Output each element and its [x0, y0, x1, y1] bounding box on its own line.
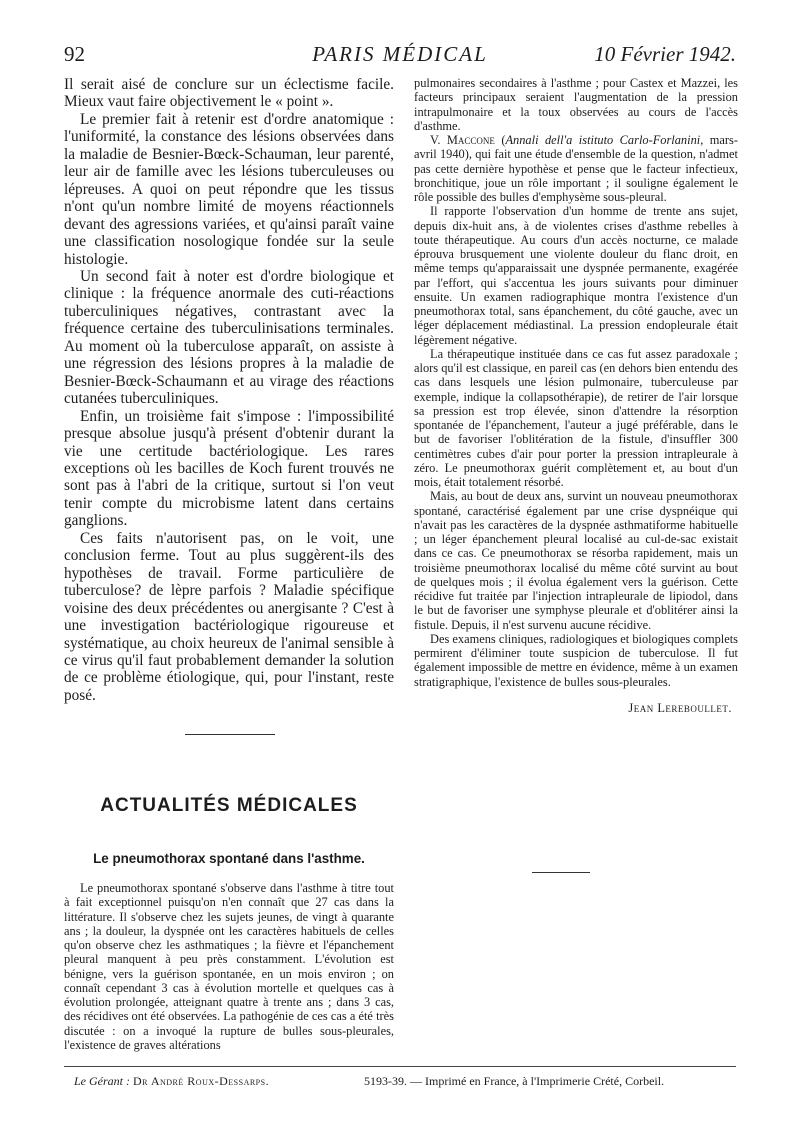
- left-paragraph-4: Enfin, un troisième fait s'impose : l'impossibilité presque absolue jusqu'à présent d'obtenir durant la vie une certitude bactériologique. Les rares exceptions où les bacilles de Koch furent trouvés ne sont pas à l'abri de la critique, surtout si l'on veut tenir compte du microbisme latent dans certains ganglions.: [64, 407, 394, 530]
- footer-gerant: [74, 1074, 269, 1089]
- right-paragraph-5: Des examens cliniques, radiologiques et biologiques complets permirent d'éliminer toute suspicion de tuberculose. Il fut également impossible de mettre en évidence, même à un examen stratigraphique, l'existence de bulles sous-pleurales.: [414, 631, 738, 689]
- actualites-section: [64, 795, 394, 1052]
- section-title: ACTUALITÉS MÉDICALES: [100, 795, 358, 816]
- right-column: [414, 76, 738, 716]
- signature: Jean Lereboullet.: [628, 700, 732, 715]
- right-paragraph-0: pulmonaires secondaires à l'asthme ; pour Castex et Mazzei, les facteurs principaux seraient l'augmentation de la pression intrapulmonaire et la toux observées au cours de l'accès d'asthme.: [414, 76, 738, 133]
- right-paragraph-2: Il rapporte l'observation d'un homme de trente ans sujet, depuis dix-huit ans, à de violentes crises d'asthme rebelles à toute thérapeutique. Au cours d'un accès nocturne, ce malade éprouva brusquement une violente douleur du flanc droit, en même temps qu'apparaissait une dyspnée permanente, exagérée par l'effort, qui s'accentua les jours suivants pour diminuer ensuite. Un examen radiographique montra l'existence d'un pneumothorax total, sans épanchement, du côté gauche, avec un léger déplacement médiastinal. La pression endopleurale était légèrement négative.: [414, 204, 738, 347]
- footer-rule: [64, 1066, 736, 1067]
- right-paragraph-4: Mais, au bout de deux ans, survint un nouveau pneumothorax spontané, caractérisé également par une crise dyspnéique qui n'avait pas les caractères de la dyspnée asthmatiforme habituelle ; un léger épanchement pleural localisé au cul-de-sac existait dans ce cas. Ce pneumothorax se résorba rapidement, mais un troisième pneumothorax localisé du même côté survint au bout de quelques mois ; il évolua également vers la guérison. Cette récidive fut traitée par l'injection intrapleurale de lipiodol, dans le but de favoriser une symphyse pleurale et d'oblitérer ainsi la fistule. Depuis, il n'est survenu aucune récidive.: [414, 489, 738, 632]
- left-paragraph-2: Le premier fait à retenir est d'ordre anatomique : l'uniformité, la constance des lésions observées dans la maladie de Besnier-Bœck-Schauman, leur parenté, leur air de famille avec les lésions tuberculeuses ou lépreuses. A quoi on peut répondre que les tissus n'ont qu'un nombre limité de moyens réactionnels devant des agressions variées, et qu'ainsi paraît vaine une classification nosologique fondée sur la seule histologie.: [64, 110, 394, 268]
- gerant-label: Le Gérant :: [74, 1074, 133, 1088]
- right-paragraph-1-text: , mars-avril 1940), qui fait une étude d'ensemble de la question, n'admet pas cette dernière hypothèse et pense que le facteur infectieux, bronchitique, joue un rôle important ; il souligne également le rôle possible des bulles d'emphysème sous-pleural.: [414, 133, 738, 204]
- left-column: [64, 76, 394, 704]
- left-paragraph-5: Ces faits n'autorisent pas, on le voit, une conclusion ferme. Tout au plus suggèrent-ils des hypothèses de travail. Forme particulière de tuberculose? de lèpre parfois ? Maladie spécifique voisine des deux précédentes ou anergisante ? C'est à une investigation bactériologique rigoureuse et systématique, au choix heureux de l'animal sensible à ce virus qu'il faut probablement demander la solution de ce problème étiologique, qui, pour l'instant, reste posé.: [64, 529, 394, 704]
- article-title: Le pneumothorax spontané dans l'asthme.: [93, 851, 365, 866]
- page-header: [64, 42, 736, 72]
- journal-title: PARIS MÉDICAL: [312, 42, 488, 66]
- column-divider-rule: [185, 734, 275, 735]
- page-number: 92: [64, 42, 85, 66]
- article-body: [64, 881, 394, 1052]
- footer-printer: 5193-39. — Imprimé en France, à l'Imprimerie Crété, Corbeil.: [364, 1074, 665, 1088]
- issue-date: 10 Février 1942.: [594, 42, 736, 66]
- right-paragraph-1: V. Maccone (Annali dell'a istituto Carlo-Forlanini, mars-avril 1940), qui fait une étude d'ensemble de la question, n'admet pas cette dernière hypothèse et pense que le facteur infectieux, bronchitique, joue un rôle important ; il souligne également le rôle possible des bulles d'emphysème sous-pleural.: [414, 133, 738, 204]
- gerant-name: Dr André Roux-Dessarps.: [133, 1074, 270, 1088]
- article-paragraph-1: Le pneumothorax spontané s'observe dans l'asthme à titre tout à fait exceptionnel puisqu'on n'en connaît que 27 cas dans la littérature. Il s'observe chez les sujets jeunes, de vingt à quarante ans ; la douleur, la dyspnée ont les caractères habituels de celles qu'on observe chez les asthmatiques ; la fièvre et l'épanchement pleural manquent à peu près constamment. L'évolution est bénigne, vers la guérison spontanée, en un mois environ ; on connaît cependant 3 cas à évolution mortelle et quelques cas à évolution prolongée, atteignant quatre à trente ans ; dans 3 cas, des récidives ont été observées. La pathogénie de ces cas a été très discutée : on a invoqué la rupture de bulles sous-pleurales, l'existence de graves altérations: [64, 881, 394, 1052]
- author-name: V. Maccone: [430, 133, 495, 147]
- left-paragraph-1: Il serait aisé de conclure sur un éclectisme facile. Mieux vaut faire objectivement le « point ».: [64, 76, 394, 111]
- left-paragraph-3: Un second fait à noter est d'ordre biologique et clinique : la fréquence anormale des cuti-réactions tuberculiniques négatives, contrastant avec la fréquence certaine des tuberculinisations terminales. Au moment où la tuberculose apparaît, on assiste à une régression des lésions propres à la maladie de Besnier-Bœck-Schaumann et au virage des réactions cutanées tuberculiniques.: [64, 267, 394, 408]
- right-paragraph-3: La thérapeutique instituée dans ce cas fut assez paradoxale ; alors qu'il est classique, en pareil cas (en dehors bien entendu des cas dans lesquels une lésion pulmonaire, tuberculeuse par exemple, indique la collapsothérapie), de retirer de l'air lorsque sa pression est trop élevée, sinon d'attendre la résorption spontanée de l'épanchement, l'auteur a jugé préférable, dans le but de favoriser l'oblitération de la fistule, d'insuffler 300 centimètres cubes d'air pour porter la pression intrapleurale à zéro. Le pneumothorax guérit complètement et, au bout d'un mois, était totalement résorbé.: [414, 346, 738, 489]
- right-column-end-rule: [532, 872, 590, 873]
- journal-citation: Annali dell'a istituto Carlo-Forlanini: [505, 133, 701, 147]
